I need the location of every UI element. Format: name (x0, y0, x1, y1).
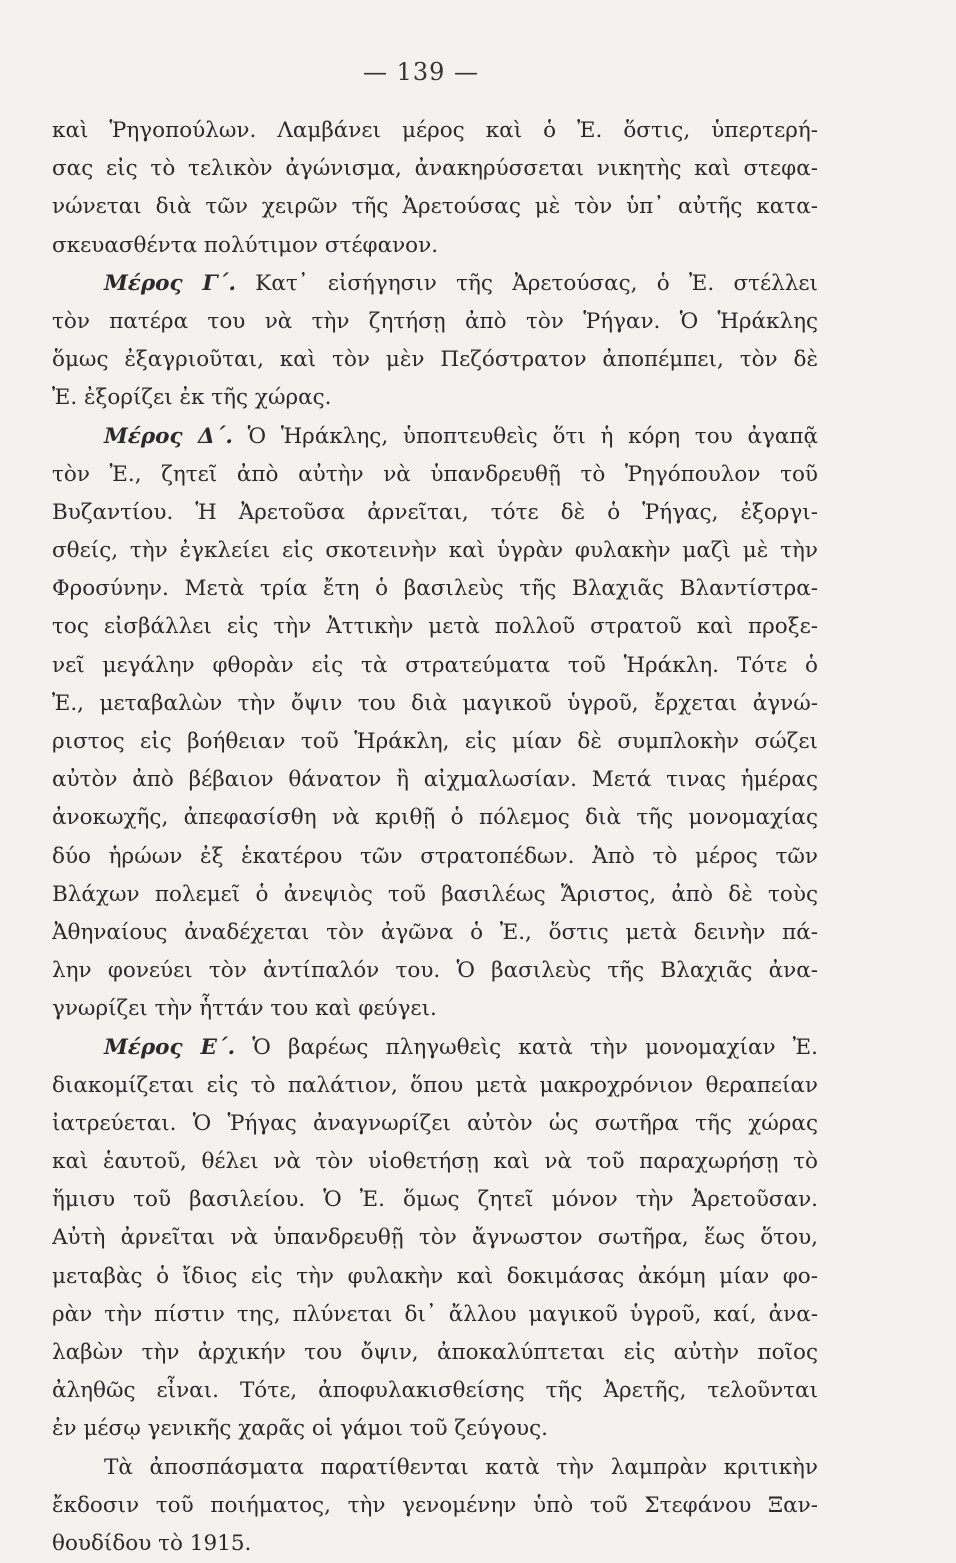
body-text (52, 112, 818, 1563)
text-line-content: Κατ᾽ εἰσήγησιν τῆς Ἀρετούσας, ὁ Ἐ. στέλλει (236, 270, 818, 296)
text-line: Ἀθηναίους ἀναδέχεται τὸν ἀγῶνα ὁ Ἐ., ὅστις μετὰ δεινὴν πά- (52, 919, 818, 945)
text-line: ρὰν τὴν πίστιν της, πλύνεται δι᾽ ἄλλου μαγικοῦ ὑγροῦ, καί, ἀνα- (52, 1301, 818, 1327)
text-line (52, 418, 818, 456)
text-line: ἔκδοσιν τοῦ ποιήματος, τὴν γενομένην ὑπὸ τοῦ Στεφάνου Ξαν- (52, 1492, 818, 1518)
text-line: νεῖ μεγάλην φθορὰν εἰς τὰ στρατεύματα τοῦ Ἡράκλη. Τότε ὁ (52, 652, 818, 678)
text-line: διακομίζεται εἰς τὸ παλάτιον, ὅπου μετὰ μακροχρόνιον θεραπείαν (52, 1072, 818, 1098)
text-line: καὶ ἑαυτοῦ, θέλει νὰ τὸν υἱοθετήσῃ καὶ νὰ τοῦ παραχωρήσῃ τὸ (52, 1149, 818, 1175)
text-line: ἐν μέσῳ γενικῆς χαρᾶς οἱ γάμοι τοῦ ζεύγους. (52, 1416, 548, 1442)
text-line-content: Ὁ βαρέως πληγωθεὶς κατὰ τὴν μονομαχίαν Ἐ. (235, 1034, 818, 1060)
text-line: Τὰ ἀποσπάσματα παρατίθενται κατὰ τὴν λαμπρὰν κριτικὴν (104, 1454, 818, 1480)
text-line: Βλάχων πολεμεῖ ὁ ἀνεψιὸς τοῦ βασιλέως Ἄριστος, ἀπὸ δὲ τοὺς (52, 881, 818, 907)
text-line (52, 1029, 818, 1067)
text-line: σας εἰς τὸ τελικὸν ἀγώνισμα, ἀνακηρύσσεται νικητὴς καὶ στεφα- (52, 156, 818, 182)
text-line-content: Ὁ Ἡράκλης, ὑποπτευθεὶς ὅτι ἡ κόρη του ἀγαπᾷ (232, 423, 818, 449)
page-number: — 139 — (362, 58, 480, 86)
text-line: ἀληθῶς εἶναι. Τότε, ἀποφυλακισθείσης τῆς Ἀρετῆς, τελοῦνται (52, 1378, 818, 1404)
text-line: μεταβὰς ὁ ἴδιος εἰς τὴν φυλακὴν καὶ δοκιμάσας ἀκόμη μίαν φο- (52, 1263, 818, 1289)
text-line: ἰατρεύεται. Ὁ Ῥήγας ἀναγνωρίζει αὐτὸν ὡς σωτῆρα τῆς χώρας (52, 1110, 818, 1136)
text-line: τὸν πατέρα του νὰ τὴν ζητήσῃ ἀπὸ τὸν Ῥήγαν. Ὁ Ἡράκλης (52, 308, 818, 334)
text-line: θουδίδου τὸ 1915. (52, 1530, 252, 1556)
text-line: ἥμισυ τοῦ βασιλείου. Ὁ Ἐ. ὅμως ζητεῖ μόνον τὴν Ἀρετοῦσαν. (52, 1187, 818, 1213)
text-line: Αὐτὴ ἀρνεῖται νὰ ὑπανδρευθῇ τὸν ἄγνωστον σωτῆρα, ἕως ὅτου, (52, 1225, 818, 1251)
text-line: ὅμως ἐξαγριοῦται, καὶ τὸν μὲν Πεζόστρατον ἀποπέμπει, τὸν δὲ (52, 347, 818, 373)
text-line: Ἐ. ἐξορίζει ἐκ τῆς χώρας. (52, 385, 332, 411)
text-line: ἀνοκωχῆς, ἀπεφασίσθη νὰ κριθῇ ὁ πόλεμος διὰ τῆς μονομαχίας (52, 805, 818, 831)
text-line: λαβὼν τὴν ἀρχικήν του ὄψιν, ἀποκαλύπτεται εἰς αὐτὴν ποῖος (52, 1340, 818, 1365)
section-heading: Μέρος Γ΄. (104, 270, 237, 296)
text-line: Φροσύνην. Μετὰ τρία ἔτη ὁ βασιλεὺς τῆς Βλαχιᾶς Βλαντίστρα- (52, 576, 818, 602)
text-line: νώνεται διὰ τῶν χειρῶν τῆς Ἀρετούσας μὲ τὸν ὑπ᾽ αὐτῆς κατα- (52, 194, 818, 220)
text-line: τος εἰσβάλλει εἰς τὴν Ἀττικὴν μετὰ πολλοῦ στρατοῦ καὶ προξε- (52, 614, 818, 640)
text-line: ριστος εἰς βοήθειαν τοῦ Ἡράκλη, εἰς μίαν δὲ συμπλοκὴν σώζει (52, 729, 818, 754)
text-line: τὸν Ἐ., ζητεῖ ἀπὸ αὐτὴν νὰ ὑπανδρευθῇ τὸ Ῥηγόπουλον τοῦ (52, 461, 818, 487)
text-line: σκευασθέντα πολύτιμον στέφανον. (52, 232, 439, 258)
section-heading: Μέρος Δ΄. (104, 423, 233, 449)
text-line: γνωρίζει τὴν ἧττάν του καὶ φεύγει. (52, 996, 437, 1022)
text-line: σθείς, τὴν ἐγκλείει εἰς σκοτεινὴν καὶ ὑγρὰν φυλακὴν μαζὶ μὲ τὴν (52, 538, 818, 564)
text-line: λην φονεύει τὸν ἀντίπαλόν του. Ὁ βασιλεὺς τῆς Βλαχιᾶς ἀνα- (52, 958, 818, 984)
text-line: αὐτὸν ἀπὸ βέβαιον θάνατον ἢ αἰχμαλωσίαν. Μετά τινας ἡμέρας (52, 767, 818, 793)
text-line: Ἐ., μεταβαλὼν τὴν ὄψιν του διὰ μαγικοῦ ὑγροῦ, ἔρχεται ἀγνώ- (52, 690, 818, 716)
section-heading: Μέρος Ε΄. (104, 1034, 236, 1060)
text-line: καὶ Ῥηγοπούλων. Λαμβάνει μέρος καὶ ὁ Ἐ. ὅστις, ὑπερτερή- (52, 118, 818, 143)
text-line (52, 265, 818, 303)
text-line: Βυζαντίου. Ἡ Ἀρετοῦσα ἀρνεῖται, τότε δὲ ὁ Ῥήγας, ἐξοργι- (52, 499, 818, 525)
text-line: δύο ἡρώων ἐξ ἑκατέρου τῶν στρατοπέδων. Ἀπὸ τὸ μέρος τῶν (52, 843, 818, 869)
